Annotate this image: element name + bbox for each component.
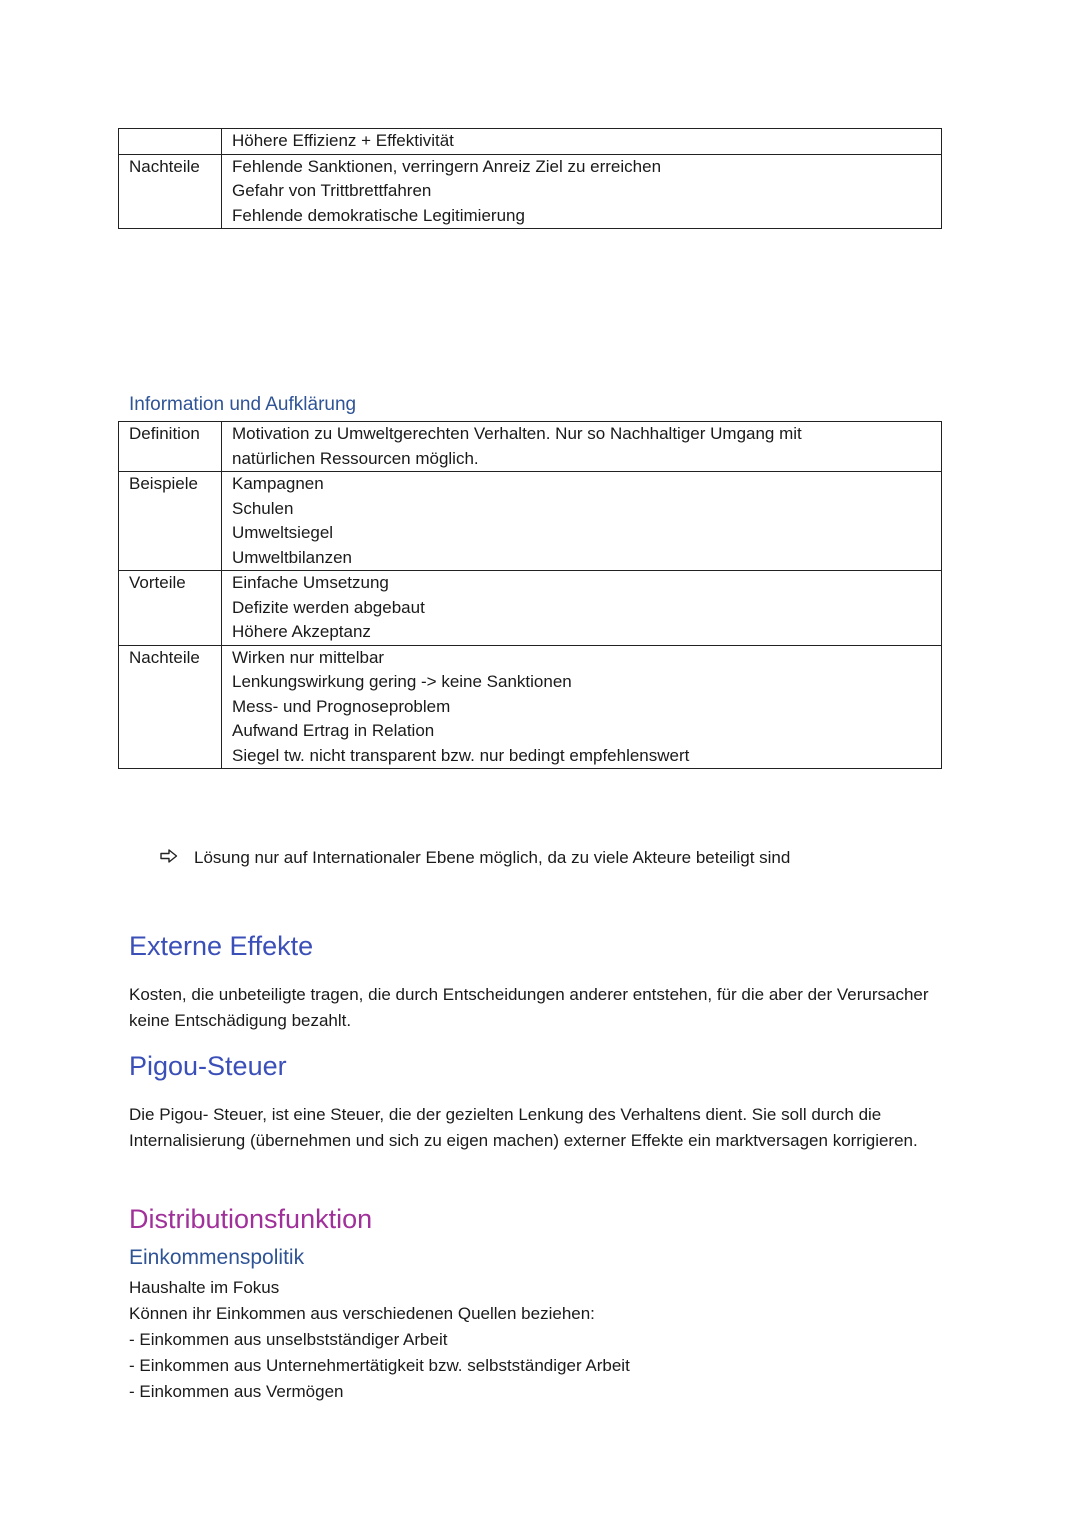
list-item: Haushalte im Fokus bbox=[129, 1278, 280, 1297]
row-value bbox=[222, 645, 942, 769]
row-value bbox=[222, 472, 942, 571]
list-item: - Einkommen aus Unternehmertätigkeit bzw. selbstständiger Arbeit bbox=[129, 1356, 630, 1375]
section-title-information: Information und Aufklärung bbox=[129, 394, 357, 415]
row-line: Wirken nur mittelbar bbox=[232, 647, 385, 667]
row-line: Mess- und Prognoseproblem bbox=[232, 696, 451, 716]
row-line: Einfache Umsetzung bbox=[232, 573, 389, 592]
subheading-einkommenspolitik: Einkommenspolitik bbox=[129, 1246, 305, 1269]
list-item: - Einkommen aus Vermögen bbox=[129, 1382, 344, 1401]
row-line: Fehlende Sanktionen, verringern Anreiz Ziel zu erreichen bbox=[232, 156, 662, 176]
row-line: Motivation zu Umweltgerechten Verhalten. Nur so Nachhaltiger Umgang mit bbox=[232, 424, 802, 443]
row-line: Höhere Akzeptanz bbox=[232, 622, 371, 641]
row-line: Siegel tw. nicht transparent bzw. nur bedingt empfehlenswert bbox=[232, 745, 690, 765]
heading-distributionsfunktion: Distributionsfunktion bbox=[129, 1204, 373, 1234]
table-row bbox=[119, 422, 942, 472]
row-key: Nachteile bbox=[119, 645, 222, 769]
row-line: Lenkungswirkung gering -> keine Sanktionen bbox=[232, 672, 572, 691]
table-row bbox=[119, 129, 942, 155]
information-table bbox=[118, 421, 942, 769]
row-value bbox=[222, 422, 942, 472]
row-line: Umweltbilanzen bbox=[232, 547, 352, 567]
row-key: Definition bbox=[119, 422, 222, 472]
table-row bbox=[119, 571, 942, 646]
row-value bbox=[222, 571, 942, 646]
row-value bbox=[222, 154, 942, 229]
conclusion bbox=[160, 848, 790, 868]
row-key: Nachteile bbox=[119, 154, 222, 229]
row-key: Vorteile bbox=[119, 571, 222, 646]
row-line: Schulen bbox=[232, 498, 294, 518]
row-key: Beispiele bbox=[119, 472, 222, 571]
row-line: Fehlende demokratische Legitimierung bbox=[232, 205, 525, 225]
table-row bbox=[119, 645, 942, 769]
row-line: Umweltsiegel bbox=[232, 523, 334, 542]
row-line: Höhere Effizienz + Effektivität bbox=[232, 131, 454, 150]
list-item: Können ihr Einkommen aus verschiedenen Quellen beziehen: bbox=[129, 1304, 595, 1323]
list-item: - Einkommen aus unselbstständiger Arbeit bbox=[129, 1330, 448, 1349]
row-line: Gefahr von Trittbrettfahren bbox=[232, 181, 432, 200]
heading-pigou-steuer: Pigou-Steuer bbox=[129, 1051, 287, 1081]
arrow-right-icon bbox=[160, 848, 180, 868]
heading-externe-effekte: Externe Effekte bbox=[129, 931, 314, 961]
table-row bbox=[119, 154, 942, 229]
row-line: natürlichen Ressourcen möglich. bbox=[232, 448, 479, 468]
row-line: Defizite werden abgebaut bbox=[232, 597, 425, 617]
table-row bbox=[119, 472, 942, 571]
conclusion-text: Lösung nur auf Internationaler Ebene möglich, da zu viele Akteure beteiligt sind bbox=[194, 848, 791, 867]
distribution-list bbox=[129, 1275, 959, 1405]
row-value bbox=[222, 129, 942, 155]
paragraph-pigou-steuer: Die Pigou- Steuer, ist eine Steuer, die der gezielten Lenkung des Verhaltens dient. Sie soll durch die Internalisierung (übernehmen und sich zu eigen machen) externer Effekte ein marktversagen korrigieren. bbox=[129, 1105, 918, 1150]
advantages-disadvantages-table-1 bbox=[118, 128, 942, 229]
row-line: Kampagnen bbox=[232, 474, 324, 493]
paragraph-externe-effekte: Kosten, die unbeteiligte tragen, die durch Entscheidungen anderer entstehen, für die aber der Verursacher keine Entschädigung bezahlt. bbox=[129, 985, 929, 1030]
row-key bbox=[119, 129, 222, 155]
row-line: Aufwand Ertrag in Relation bbox=[232, 721, 435, 740]
